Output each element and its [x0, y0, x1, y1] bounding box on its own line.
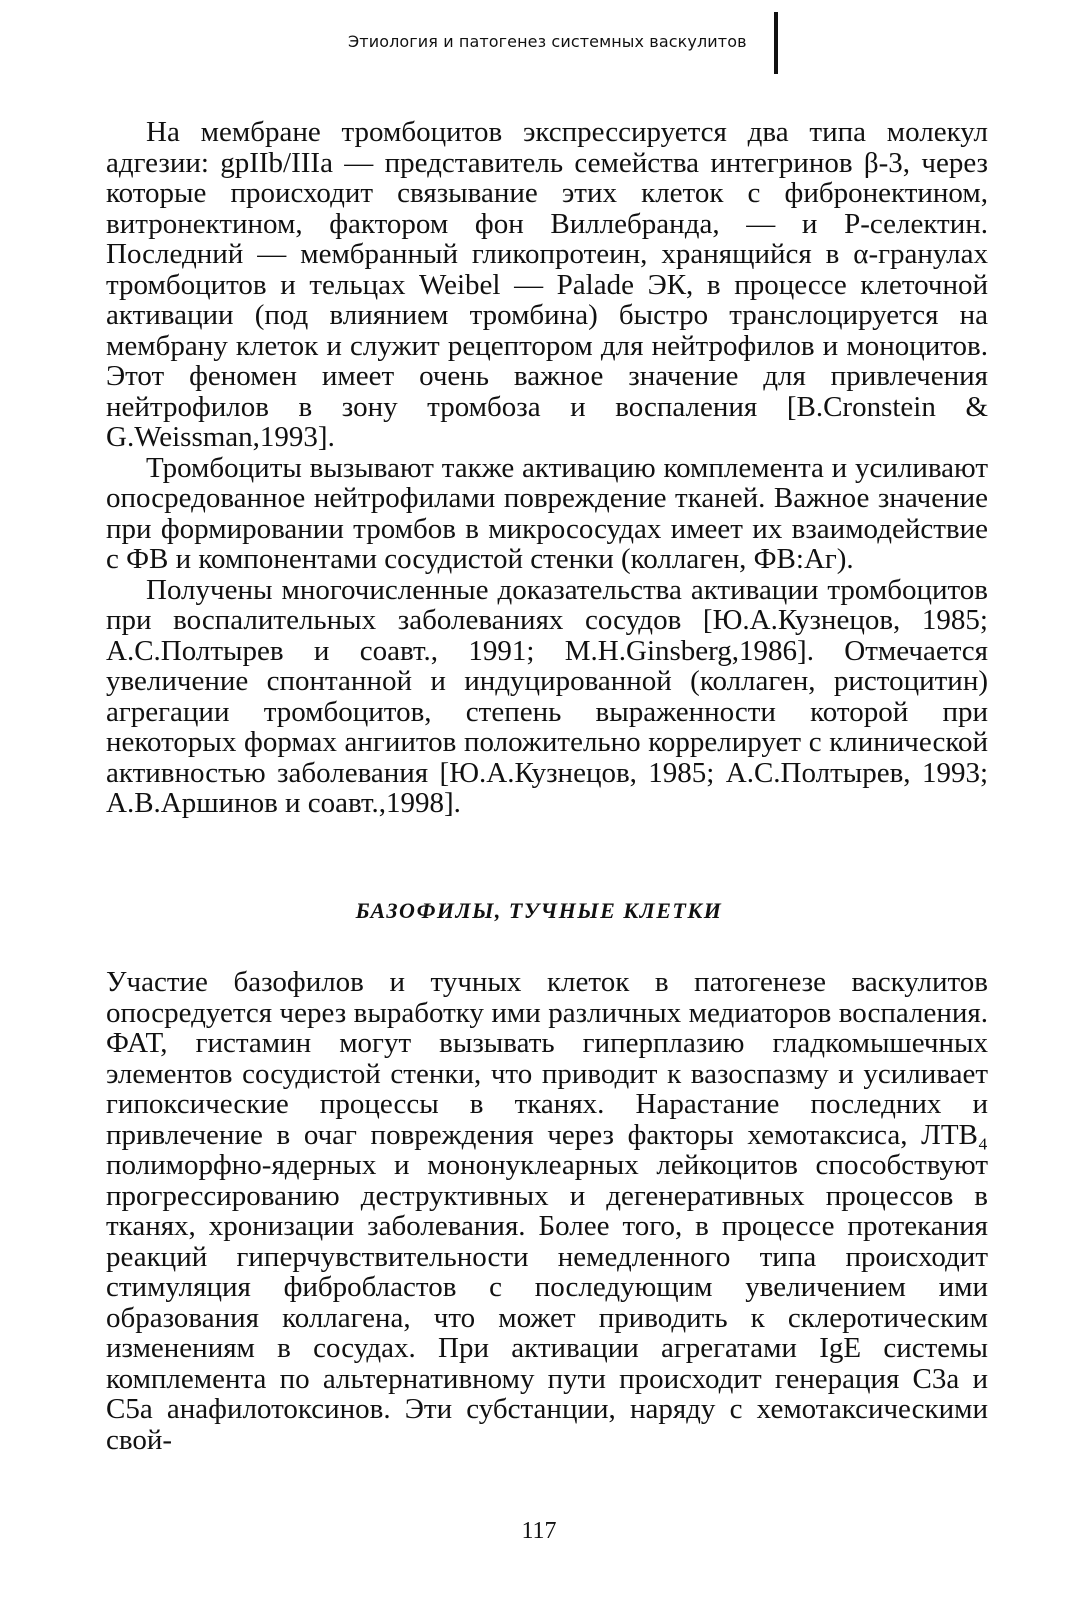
- page-number: 117: [521, 1518, 557, 1544]
- running-head: Этиология и патогенез системных васкулитов: [348, 32, 747, 51]
- paragraph-platelet-complement: Тромбоциты вызывают также активацию комплемента и усиливают опосредованное нейтрофилами повреждение тканей. Важное значение при формировании тромбов в микрососудах имеет их взаимодействие с ФВ и компонентами сосудистой стенки (коллаген, ФВ:Аг).: [106, 451, 988, 575]
- section-1-body: [106, 117, 988, 819]
- section-2-body: [106, 967, 988, 1455]
- paragraph-platelet-activation: Получены многочисленные доказательства активации тромбоцитов при воспалительных заболеваниях сосудов [Ю.А.Кузнецов, 1985; А.С.Полтырев и соавт., 1991; M.H.Ginsberg,1986]. Отмечается увеличение спонтанной и индуцированной (коллаген, ристоцитин) агрегации тромбоцитов, степень выраженности которой при некоторых формах ангиитов положительно коррелирует с клинической активностью заболевания [Ю.А.Кузнецов, 1985; А.С.Полтырев, 1993; А.В.Аршинов и соавт.,1998].: [106, 573, 988, 819]
- paragraph-platelet-adhesion: На мембране тромбоцитов экспрессируется два типа молекул адгезии: gpIIb/IIIa — представитель семейства интегринов β-3, через которые происходит связывание этих клеток с фибронектином, витронектином, фактором фон Виллебранда, — и Р-селектин. Последний — мембранный гликопротеин, хранящийся в α-гранулах тромбоцитов и тельцах Weibel — Palade ЭК, в процессе клеточной активации (под влиянием тромбина) быстро транслоцируется на мембрану клеток и служит рецептором для нейтрофилов и моноцитов. Этот феномен имеет очень важное значение для привлечения нейтрофилов в зону тромбоза и воспаления [B.Cronstein & G.Weissman,1993].: [106, 116, 988, 453]
- paragraph-basophils: Участие базофилов и тучных клеток в патогенезе васкулитов опосредуется через выработку ими различных медиаторов воспаления. ФАТ, гистамин могут вызывать гиперплазию гладкомышечных элементов сосудистой стенки, что приводит к вазоспазму и усиливает гипоксические процессы в тканях. Нарастание последних и привлечение в очаг повреждения через факторы хемотаксиса, ЛТВ₄ полиморфно-ядерных и мононуклеарных лейкоцитов способствуют прогрессированию деструктивных и дегенеративных процессов в тканях, хронизации заболевания. Более того, в процессе протекания реакций гиперчувствительности немедленного типа происходит стимуляция фибробластов с последующим увеличением ими образования коллагена, что может приводить к склеротическим изменениям в сосудах. При активации агрегатами IgE системы комплемента по альтернативному пути происходит генерация С3а и С5а анафилотоксинов. Эти субстанции, наряду с хемотаксическими свой-: [106, 966, 988, 1456]
- section-heading: БАЗОФИЛЫ, ТУЧНЫЕ КЛЕТКИ: [355, 898, 723, 923]
- header-vertical-rule: [774, 12, 778, 74]
